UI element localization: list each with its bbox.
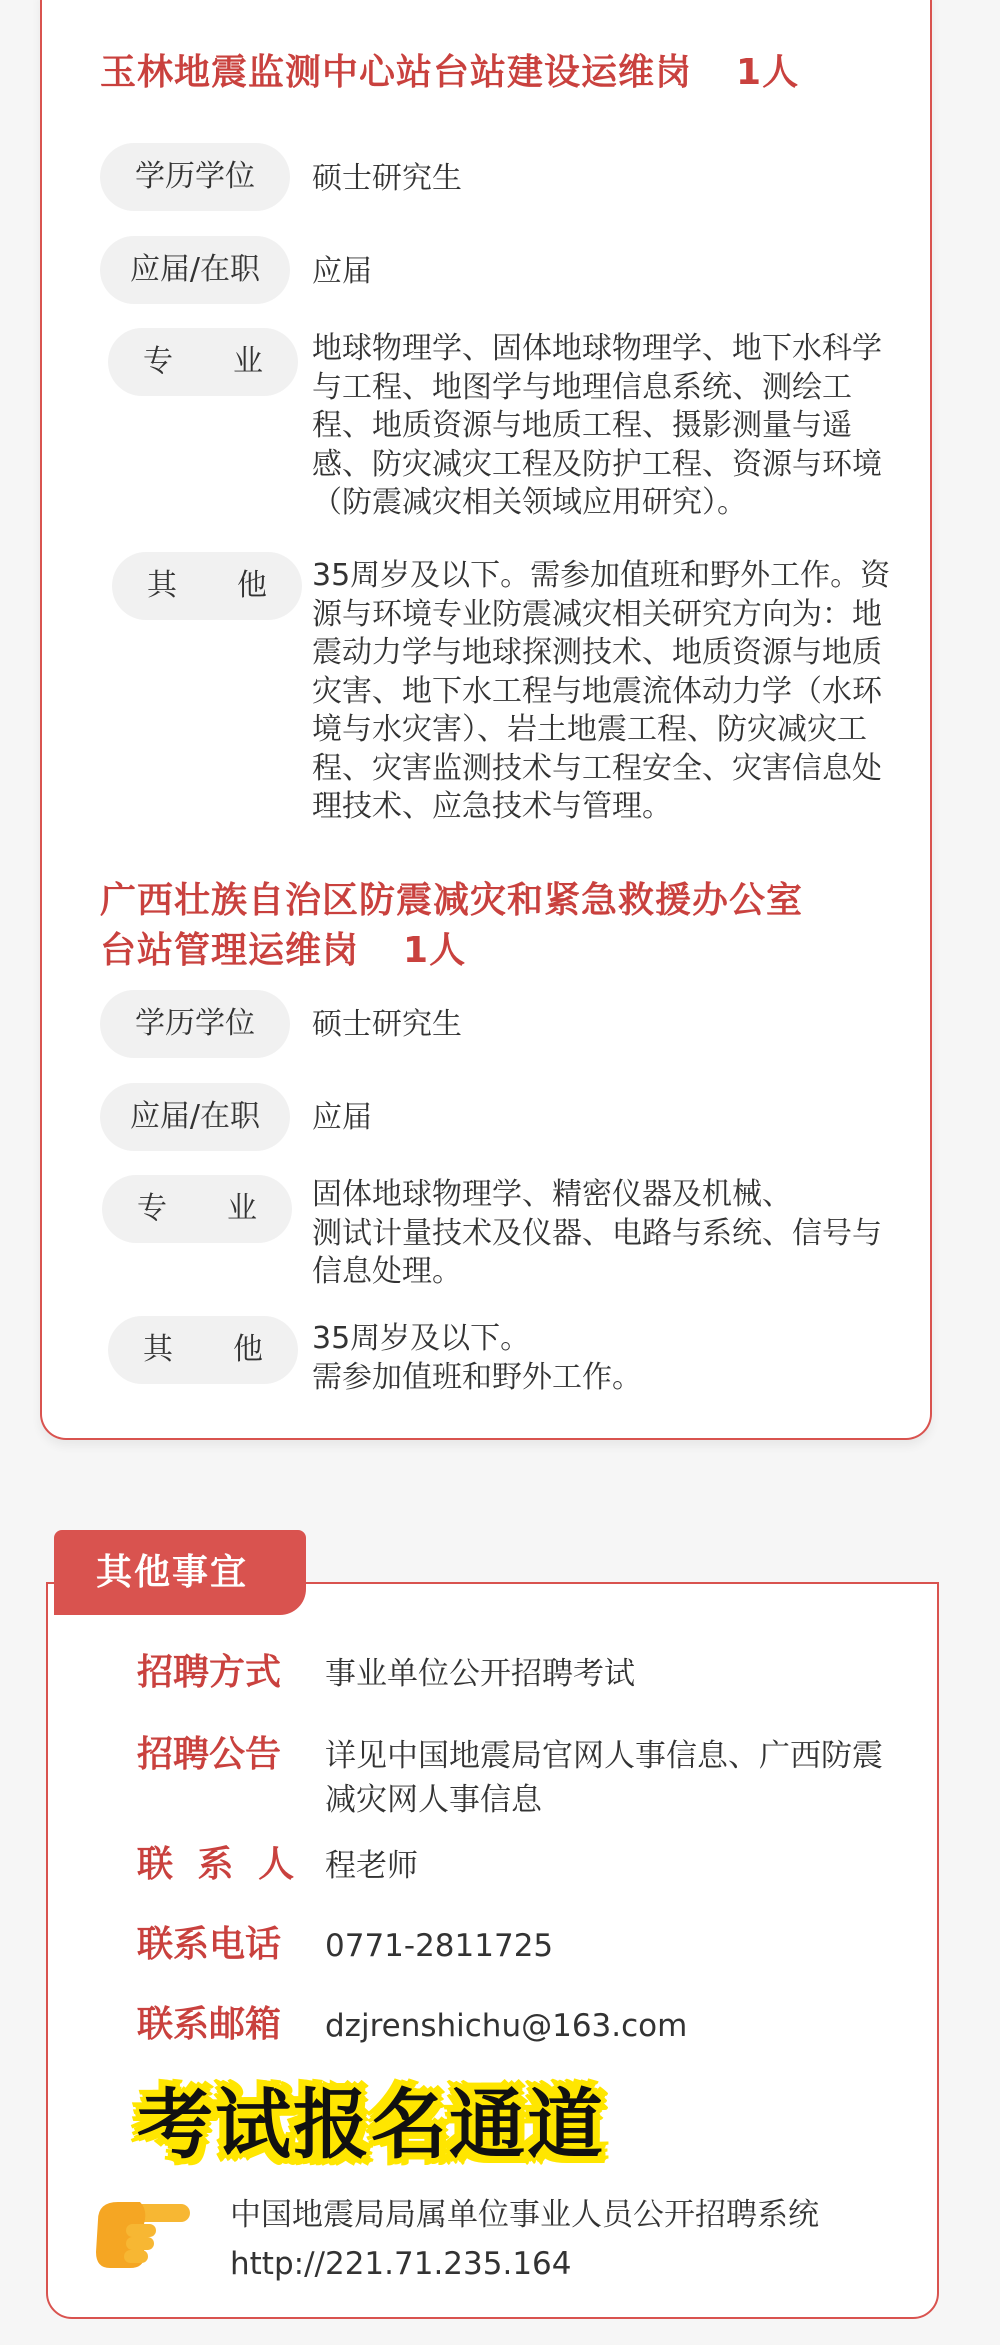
position-title-line: 广西壮族自治区防震减灾和紧急救援办公室 bbox=[100, 880, 804, 921]
text-line: 详见中国地震局官网人事信息、广西防震 bbox=[325, 1738, 883, 1774]
position-title-text: 玉林地震监测中心站台站建设运维岗 bbox=[100, 52, 693, 93]
value-status: 应届 bbox=[312, 254, 372, 289]
text-line: 需参加值班和野外工作。 bbox=[312, 1359, 642, 1395]
system-url-link[interactable]: http://221.71.235.164 bbox=[230, 2246, 572, 2282]
value-recruit-notice bbox=[325, 1734, 925, 1822]
exam-registration-banner: 考试报名通道 bbox=[137, 2080, 605, 2169]
position-title-line: 台站管理运维岗 bbox=[100, 930, 360, 971]
value-other bbox=[312, 1320, 922, 1397]
label-major: 专 业 bbox=[108, 328, 298, 396]
value-education: 硕士研究生 bbox=[312, 1007, 462, 1042]
value-phone[interactable]: 0771-2811725 bbox=[325, 1928, 554, 1964]
value-email[interactable]: dzjrenshichu@163.com bbox=[325, 2008, 688, 2044]
position-count: 1人 bbox=[736, 52, 800, 93]
position-title bbox=[100, 876, 803, 976]
text-line: 信息处理。 bbox=[312, 1254, 462, 1289]
label-other: 其 他 bbox=[112, 552, 302, 620]
text-line: 源与环境专业防震减灾相关研究方向为：地 bbox=[312, 596, 882, 632]
label-recruit-notice: 招聘公告 bbox=[137, 1734, 282, 1775]
pointing-hand-icon bbox=[88, 2180, 193, 2270]
value-major bbox=[312, 1176, 922, 1292]
label-recruit-method: 招聘方式 bbox=[137, 1652, 282, 1693]
text-line: 减灾网人事信息 bbox=[325, 1782, 542, 1818]
label-other: 其 他 bbox=[108, 1316, 298, 1384]
text-line: 程、灾害监测技术与工程安全、灾害信息处 bbox=[312, 750, 882, 786]
value-major bbox=[312, 330, 922, 523]
text-line: 地球物理学、固体地球物理学、地下水科学 bbox=[312, 331, 882, 366]
label-phone: 联系电话 bbox=[137, 1924, 282, 1965]
text-line: 测试计量技术及仪器、电路与系统、信号与 bbox=[312, 1215, 882, 1251]
text-line: 35周岁及以下。需参加值班和野外工作。资 bbox=[312, 558, 891, 593]
label-email: 联系邮箱 bbox=[137, 2004, 282, 2045]
text-line: 固体地球物理学、精密仪器及机械、 bbox=[312, 1177, 792, 1212]
text-line: 灾害、地下水工程与地震流体动力学（水环 bbox=[312, 673, 882, 709]
text-line: 境与水灾害）、岩土地震工程、防灾减灾工 bbox=[312, 712, 867, 747]
text-line: （防震减灾相关领域应用研究）。 bbox=[312, 485, 747, 520]
position-count: 1人 bbox=[403, 930, 467, 971]
value-recruit-method: 事业单位公开招聘考试 bbox=[325, 1656, 635, 1692]
label-education: 学历学位 bbox=[100, 990, 290, 1058]
section-tab: 其他事宜 bbox=[54, 1530, 306, 1615]
text-line: 35周岁及以下。 bbox=[312, 1321, 531, 1356]
value-education: 硕士研究生 bbox=[312, 161, 462, 196]
text-line: 程、地质资源与地质工程、摄影测量与遥 bbox=[312, 408, 852, 443]
text-line: 与工程、地图学与地理信息系统、测绘工 bbox=[312, 369, 852, 405]
text-line: 感、防灾减灾工程及防护工程、资源与环境 bbox=[312, 446, 882, 482]
text-line: 理技术、应急技术与管理。 bbox=[312, 789, 672, 824]
label-status: 应届/在职 bbox=[100, 1083, 290, 1151]
label-status: 应届/在职 bbox=[100, 236, 290, 304]
text-line: 震动力学与地球探测技术、地质资源与地质 bbox=[312, 635, 882, 670]
position-title bbox=[100, 48, 799, 98]
label-major: 专 业 bbox=[102, 1175, 292, 1243]
label-contact: 联 系 人 bbox=[137, 1844, 301, 1885]
value-other bbox=[312, 557, 922, 827]
system-name: 中国地震局局属单位事业人员公开招聘系统 bbox=[230, 2197, 819, 2233]
value-status: 应届 bbox=[312, 1100, 372, 1135]
value-contact: 程老师 bbox=[325, 1848, 418, 1884]
label-education: 学历学位 bbox=[100, 143, 290, 211]
